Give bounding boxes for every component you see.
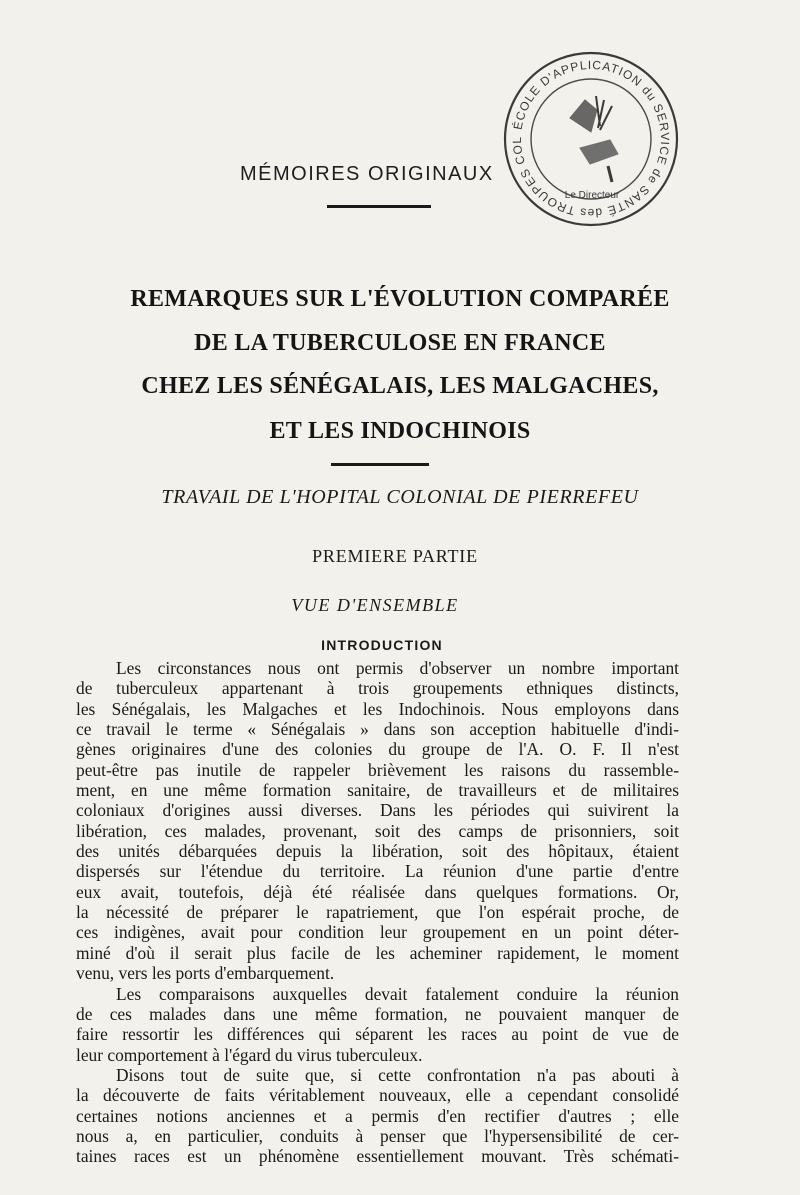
heading-rule — [327, 205, 431, 208]
intro-heading: INTRODUCTION — [321, 637, 443, 653]
body-line: la découverte de faits véritablement nouveaux, elle a cependant consolidé — [76, 1085, 679, 1106]
body-line: Les circonstances nous ont permis d'observer un nombre important — [116, 658, 679, 678]
section-heading: MÉMOIRES ORIGINAUX — [240, 163, 494, 185]
body-line: venu, vers les ports d'embarquement. — [76, 963, 335, 984]
body-line: dispersés sur l'étendue du territoire. La réunion d'une partie d'entre — [76, 861, 679, 882]
body-text — [76, 658, 679, 1167]
body-line: taines races est un phénomène essentiellement mouvant. Très schémati- — [76, 1146, 679, 1167]
body-line: la nécessité de préparer le rapatriement, que l'on espérait proche, de — [76, 902, 679, 923]
body-line: coloniaux d'origines aussi diverses. Dans les périodes qui suivirent la — [76, 800, 679, 821]
body-line: les Sénégalais, les Malgaches et les Indochinois. Nous employons dans — [76, 698, 679, 719]
body-line: ces indigènes, avait pour condition leur groupement en un point déter- — [76, 922, 679, 943]
body-line: miné d'où il serait plus facile de les acheminer rapidement, le moment — [76, 942, 679, 963]
body-line: nous a, en particulier, conduits à penser que l'hypersensibilité de cer- — [76, 1125, 679, 1146]
part-heading: PREMIERE PARTIE — [312, 546, 478, 566]
article-title-line-2: DE LA TUBERCULOSE EN FRANCE — [194, 330, 606, 356]
title-rule — [331, 463, 429, 466]
stamp-inner-text: Le Directeur — [564, 190, 620, 201]
body-line: ce travail le terme « Sénégalais » dans son acception habituelle d'indi- — [76, 719, 679, 740]
body-line: de ces malades dans une même formation, ne pouvaient manquer de — [76, 1003, 679, 1024]
body-line: certaines notions anciennes et a permis d'en rectifier d'autres ; elle — [76, 1105, 679, 1126]
body-line: de tuberculeux appartenant à trois groupements ethniques distincts, — [76, 678, 679, 699]
library-stamp — [500, 48, 682, 230]
article-title-line-3: CHEZ LES SÉNÉGALAIS, LES MALGACHES, — [141, 373, 659, 399]
body-line: faire ressortir les différences qui séparent les races au point de vue de — [76, 1024, 679, 1045]
body-line: libération, ces malades, provenant, soit des camps de prisonniers, soit — [76, 820, 679, 841]
article-subtitle: TRAVAIL DE L'HOPITAL COLONIAL DE PIERREFEU — [161, 486, 639, 508]
body-line: gènes originaires d'une des colonies du groupe de l'A. O. F. Il n'est — [76, 739, 679, 760]
body-line: ment, en une même formation sanitaire, de travailleurs et de militaires — [76, 780, 679, 801]
body-line: peut-être pas inutile de rappeler brièvement les raisons du rassemble- — [76, 759, 679, 780]
article-title-line-1: REMARQUES SUR L'ÉVOLUTION COMPARÉE — [130, 286, 670, 312]
body-line: des unités débarquées depuis la libération, soit des hôpitaux, étaient — [76, 841, 679, 862]
body-line: leur comportement à l'égard du virus tuberculeux. — [76, 1044, 423, 1065]
body-line: Disons tout de suite que, si cette confrontation n'a pas abouti à — [116, 1064, 679, 1085]
subsection-heading: VUE D'ENSEMBLE — [291, 595, 459, 615]
body-line: eux avait, toutefois, déjà été réalisée dans quelques formations. Or, — [76, 881, 679, 902]
article-title-line-4: ET LES INDOCHINOIS — [269, 418, 531, 444]
stamp-outer-text: ÉCOLE D'APPLICATION du SERVICE de SANTÉ des TROUPES COL — [509, 57, 673, 221]
body-line: Les comparaisons auxquelles devait fatalement conduire la réunion — [116, 983, 679, 1004]
